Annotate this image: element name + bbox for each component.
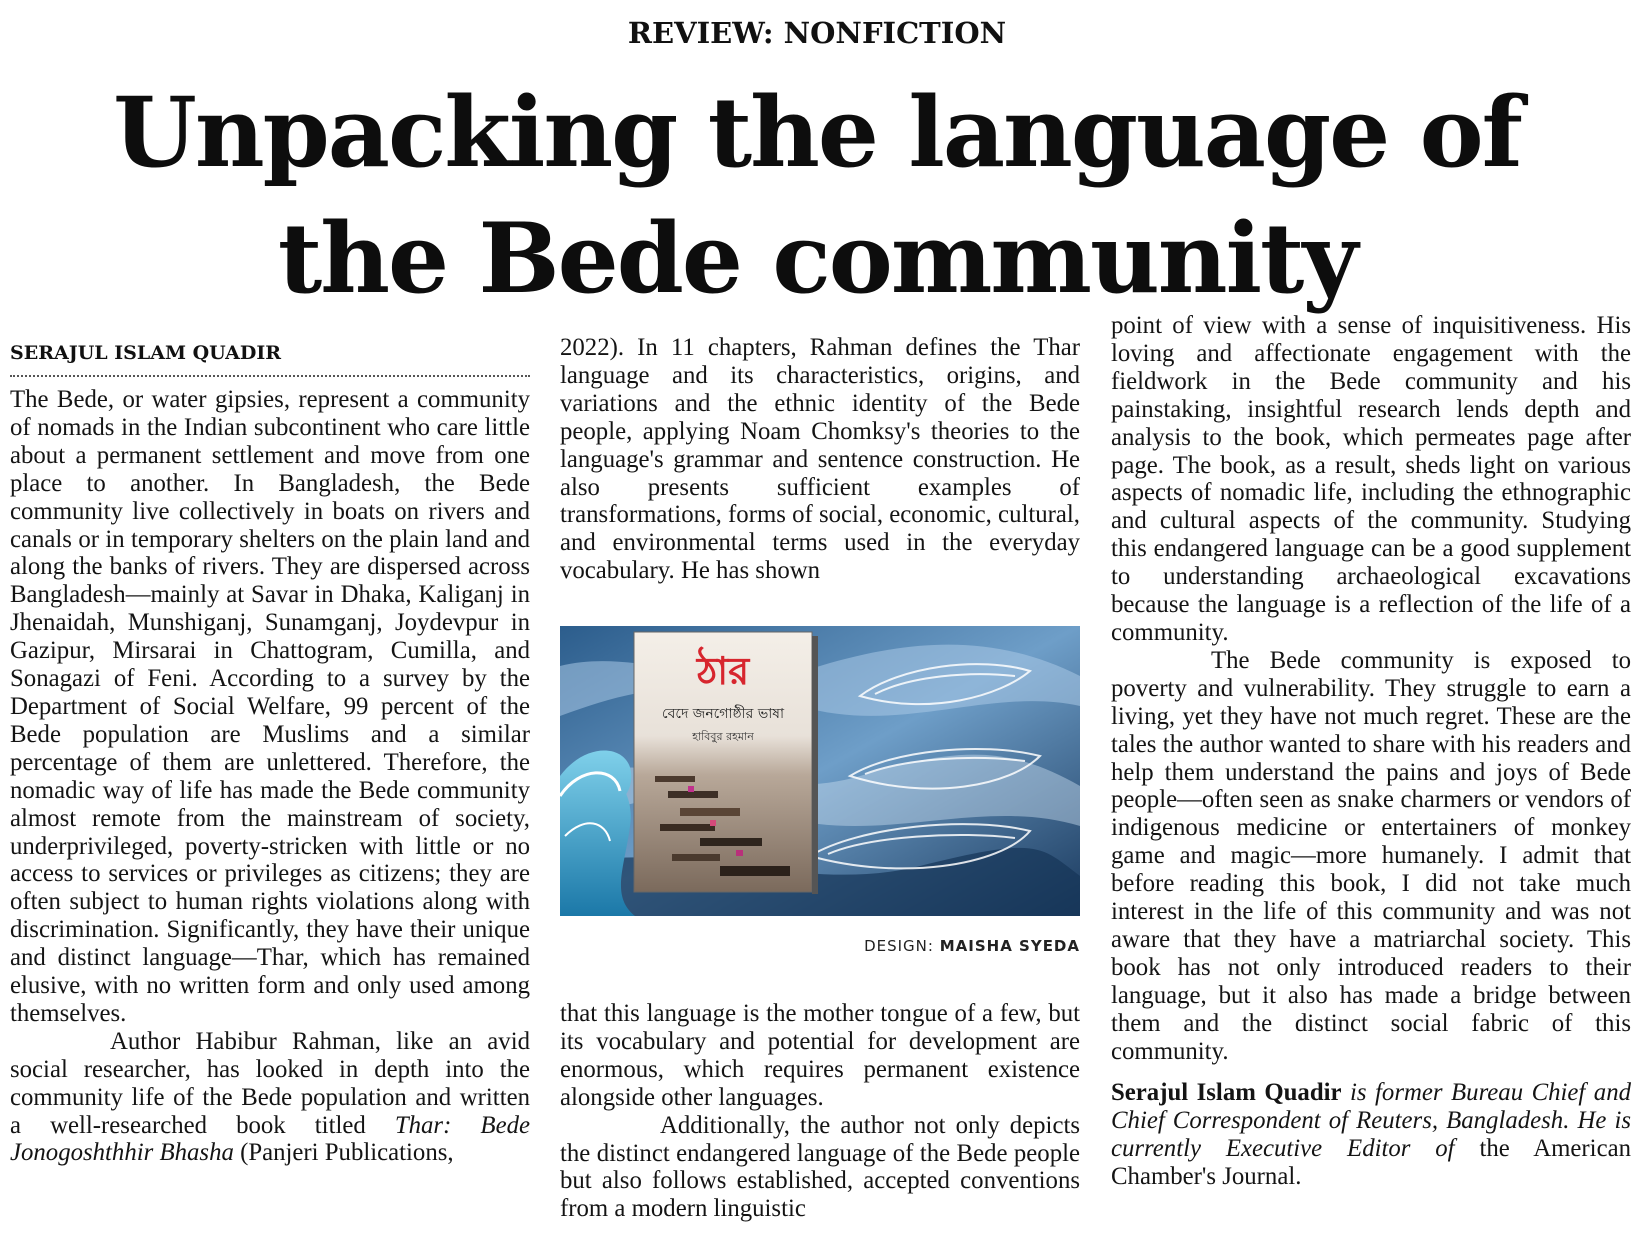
paragraph: The Bede community is exposed to poverty and vulnerability. They struggle to earn a living, yet they have not much regret. These are the tales the author wanted to share with his readers and help them understand the pains and joys of Bede people—often seen as snake charmers or vendors of indigenous medicine or entertainers of monkey game and magic—more humanely. I admit that before reading this book, I did not take much interest in the life of this community and was not aware that they have a matriarchal society. This book has not only introduced readers to their language, but it also has made a bridge between them and the distinct social fabric of this community. [1111, 646, 1631, 1065]
book-title: Thar: Bede Jonogoshthhir Bhasha [10, 1111, 530, 1167]
credit-label: DESIGN: [864, 937, 940, 955]
book-cover-illustration [560, 626, 1080, 916]
book-title-text: ঠার [696, 649, 750, 693]
article-column-3 [1111, 312, 1631, 1191]
bio-end: the American Chamber's Journal. [1111, 1135, 1631, 1191]
paragraph: that this language is the mother tongue of a few, but its vocabulary and potential for development are enormous, which requires permanent existence alongside other languages. [560, 1000, 1080, 1111]
headline-line-1: Unpacking the language of [113, 76, 1521, 189]
paragraph-text: (Panjeri Publications, [233, 1139, 454, 1167]
headline-line-2: the Bede community [277, 202, 1357, 315]
author-bio [1111, 1079, 1631, 1191]
credit-name: MAISHA SYEDA [939, 937, 1080, 955]
byline: SERAJUL ISLAM QUADIR [10, 341, 530, 377]
design-credit [560, 937, 1080, 955]
paragraph-text: Author Habibur Rahman, like an avid social researcher, has looked in depth into the community life of the Bede population and written a well-researched book titled [10, 1027, 530, 1139]
paragraph: point of view with a sense of inquisitiveness. His loving and affectionate engagement with the fieldwork in the Bede community and his painstaking, insightful research lends depth and analysis to the book, which permeates page after page. The book, as a result, sheds light on various aspects of nomadic life, including the ethnographic and cultural aspects of the community. Studying this endangered language can be a good supplement to understanding archaeological excavations because the language is a reflection of the life of a community. [1111, 312, 1631, 646]
book-subtitle-text: বেদে জনগোষ্ঠীর ভাষা [661, 706, 785, 722]
bio-text: is former Bureau Chief and Chief Correspondent of Reuters, Bangladesh. He is currently Executive Editor of [1111, 1079, 1631, 1163]
book-author-text: হাবিবুর রহমান [692, 730, 754, 743]
book-cover [634, 632, 818, 894]
paragraph: The Bede, or water gipsies, represent a community of nomads in the Indian subcontinent who care little about a permanent settlement and move from one place to another. In Bangladesh, the Bede community live collectively in boats on rivers and canals or in temporary shelters on the plain land and along the banks of rivers. They are dispersed across Bangladesh—mainly at Savar in Dhaka, Kaliganj in Jhenaidah, Munshiganj, Sunamganj, Joydevpur in Gazipur, Mirsarai in Chattogram, Cumilla, and Sonagazi of Feni. According to a survey by the Department of Social Welfare, 99 percent of the Bede population are Muslims and a similar percentage of them are unlettered. Therefore, the nomadic way of life has made the Bede community almost remote from the mainstream of society, underprivileged, poverty-stricken with little or no access to services or privileges as citizens; they are often subject to human rights violations along with discrimination. Significantly, they have their unique and distinct language—Thar, which has remained elusive, with no written form and only used among themselves. [10, 386, 530, 1027]
article-column-1 [10, 341, 530, 1167]
section-kicker: REVIEW: NONFICTION [627, 16, 1007, 50]
paragraph: Additionally, the author not only depicts the distinct endangered language of the Bede people but also follows established, accepted conventions from a modern linguistic [560, 1111, 1080, 1223]
bio-name: Serajul Islam Quadir [1111, 1079, 1342, 1107]
illustration-svg [560, 626, 1080, 916]
paragraph [10, 1028, 530, 1168]
article-column-2 [560, 334, 1080, 585]
paragraph: 2022). In 11 chapters, Rahman defines the Thar language and its characteristics, origins, and variations and the ethnic identity of the Bede people, applying Noam Chomksy's theories to the language's grammar and sentence construction. He also presents sufficient examples of transformations, forms of social, economic, cultural, and environmental terms used in the everyday vocabulary. He has shown [560, 334, 1080, 585]
article-column-2-continued [560, 1000, 1080, 1223]
headline [0, 70, 1634, 322]
